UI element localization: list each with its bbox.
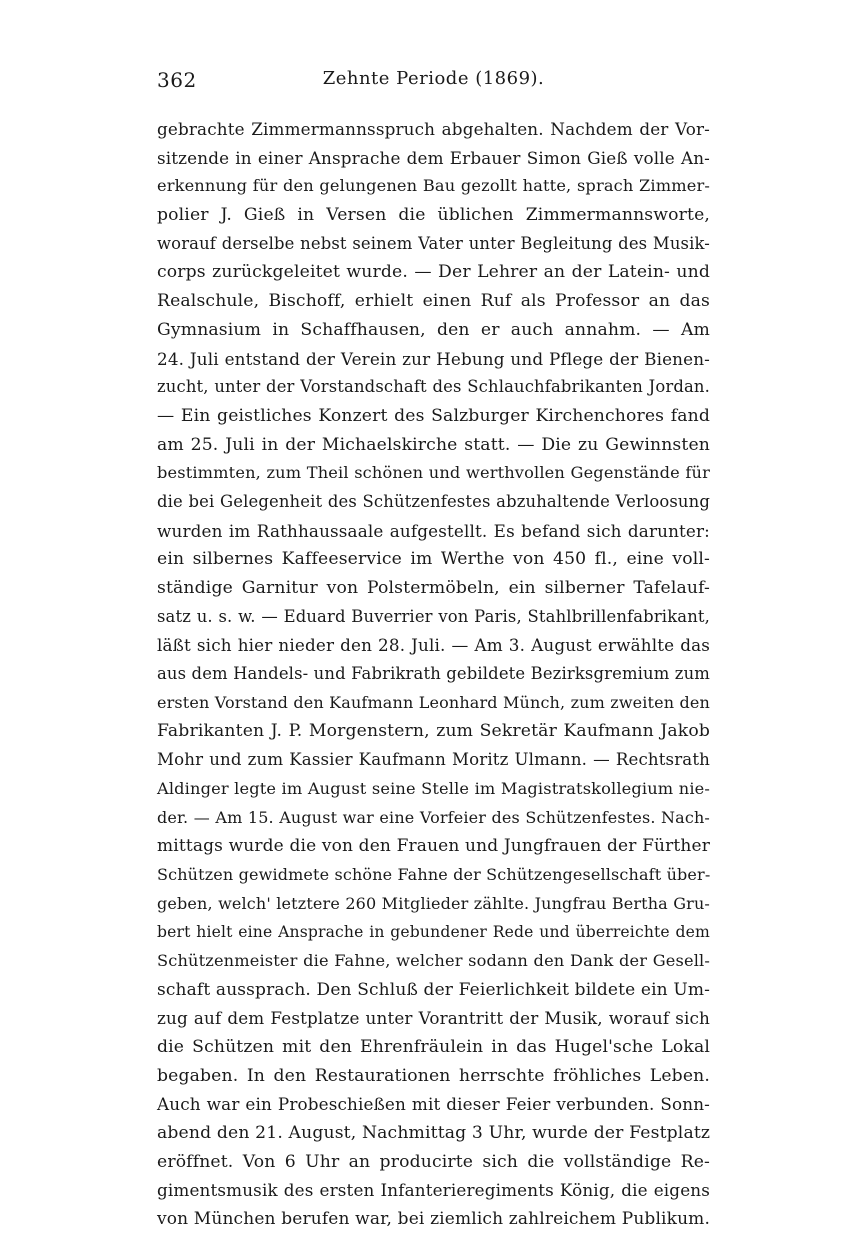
text-line: ersten Vorstand den Kaufmann Leonhard Münch, zum zweiten den	[157, 692, 710, 712]
text-line: Auch war ein Probeschießen mit dieser Feier verbunden. Sonn-	[157, 1094, 710, 1115]
text-line: — Ein geistliches Konzert des Salzburger Kirchenchores fand	[157, 405, 710, 426]
text-line: Aldinger legte im August seine Stelle im Magistratskollegium nie-	[157, 778, 710, 798]
text-line: satz u. s. w. — Eduard Buverrier von Paris, Stahlbrillenfabrikant,	[157, 606, 710, 626]
text-line: der. — Am 15. August war eine Vorfeier des Schützenfestes. Nach-	[157, 807, 710, 827]
text-line: Realschule, Bischoff, erhielt einen Ruf als Professor an das	[157, 291, 710, 312]
text-line: schaft aussprach. Den Schluß der Feierlichkeit bildete ein Um-	[157, 979, 710, 1000]
text-line: bestimmten, zum Theil schönen und werthvollen Gegenstände für	[157, 463, 710, 483]
running-title: Zehnte Periode (1869).	[322, 68, 545, 89]
text-line: Mohr und zum Kassier Kaufmann Moritz Ulmann. — Rechtsrath	[157, 750, 710, 770]
page-number: 362	[157, 68, 197, 92]
text-line: wurden im Rathhaussaale aufgestellt. Es befand sich darunter:	[157, 520, 710, 541]
text-line: Schützenmeister die Fahne, welcher sodann den Dank der Gesell-	[157, 950, 710, 970]
body-text	[157, 115, 710, 1234]
text-line: begaben. In den Restaurationen herrschte fröhliches Leben.	[157, 1065, 710, 1086]
text-line: Schützen gewidmete schöne Fahne der Schützengesellschaft über-	[157, 864, 711, 884]
text-line: zug auf dem Festplatze unter Vorantritt der Musik, worauf sich	[157, 1008, 710, 1029]
text-line: von München berufen war, bei ziemlich zahlreichem Publikum.	[157, 1209, 710, 1230]
text-line: die Schützen mit den Ehrenfräulein in das Hugel'sche Lokal	[157, 1037, 710, 1057]
text-line: Fabrikanten J. P. Morgenstern, zum Sekretär Kaufmann Jakob	[157, 721, 710, 742]
text-line: corps zurückgeleitet wurde. — Der Lehrer an der Latein- und	[157, 262, 710, 283]
text-line: mittags wurde die von den Frauen und Jungfrauen der Fürther	[157, 836, 710, 857]
text-line: 24. Juli entstand der Verein zur Hebung und Pflege der Bienen-	[157, 348, 710, 369]
text-line: sitzende in einer Ansprache dem Erbauer Simon Gieß volle An-	[157, 147, 710, 168]
page-header	[157, 68, 710, 98]
text-line: gimentsmusik des ersten Infanterieregiments König, die eigens	[157, 1180, 710, 1201]
text-line: am 25. Juli in der Michaelskirche statt. — Die zu Gewinnsten	[157, 434, 710, 455]
text-line: bert hielt eine Ansprache in gebundener Rede und überreichte dem	[157, 923, 710, 942]
text-line: geben, welch' letztere 260 Mitglieder zählte. Jungfrau Bertha Gru-	[157, 893, 710, 913]
text-line: gebrachte Zimmermannsspruch abgehalten. Nachdem der Vor-	[157, 119, 710, 139]
text-line: erkennung für den gelungenen Bau gezollt hatte, sprach Zimmer-	[157, 176, 710, 196]
text-line: die bei Gelegenheit des Schützenfestes abzuhaltende Verloosung	[157, 491, 710, 511]
text-line: abend den 21. August, Nachmittag 3 Uhr, wurde der Festplatz	[157, 1123, 711, 1144]
text-line: zucht, unter der Vorstandschaft des Schlauchfabrikanten Jordan.	[157, 377, 710, 397]
text-line: worauf derselbe nebst seinem Vater unter Begleitung des Musik-	[157, 233, 710, 253]
text-line: eröffnet. Von 6 Uhr an producirte sich die vollständige Re-	[157, 1151, 710, 1172]
text-line: ein silbernes Kaffeeservice im Werthe von 450 fl., eine voll-	[157, 549, 710, 570]
text-line: Gymnasium in Schaffhausen, den er auch annahm. — Am	[157, 319, 710, 340]
text-line: aus dem Handels- und Fabrikrath gebildete Bezirksgremium zum	[157, 664, 710, 684]
text-line: polier J. Gieß in Versen die üblichen Zimmermannsworte,	[157, 205, 710, 226]
text-line: läßt sich hier nieder den 28. Juli. — Am 3. August erwählte das	[157, 635, 710, 656]
text-line: ständige Garnitur von Polstermöbeln, ein silberner Tafelauf-	[157, 578, 710, 598]
